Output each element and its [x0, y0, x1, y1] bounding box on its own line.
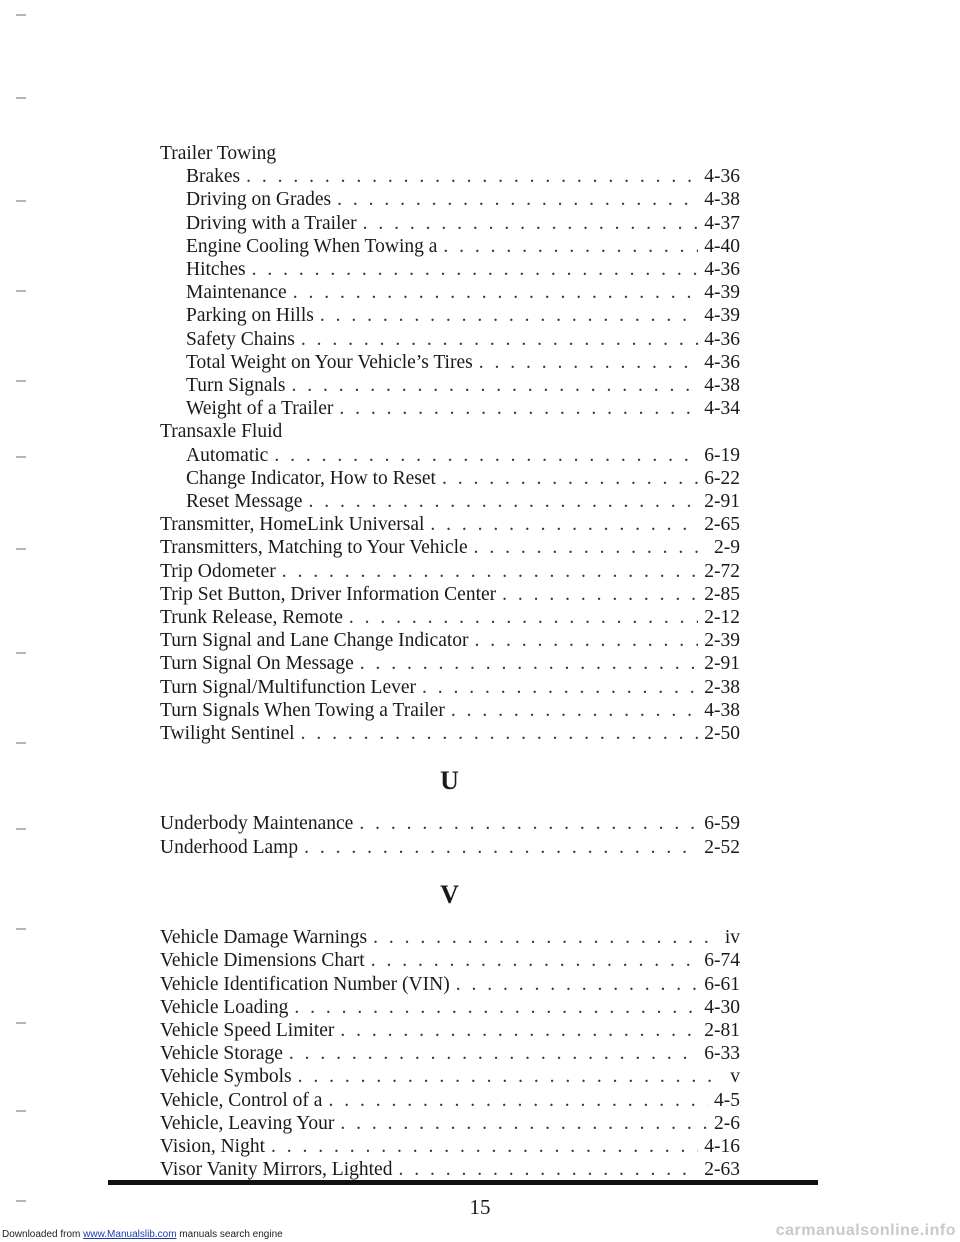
entry-label: Trip Odometer — [160, 560, 276, 582]
dot-leader — [328, 1089, 708, 1112]
entry-page: 6-22 — [704, 467, 740, 489]
entry-page: 4-36 — [704, 259, 740, 281]
index-entry — [160, 652, 740, 675]
entry-page: 2-81 — [704, 1019, 740, 1041]
entry-label: Turn Signal and Lane Change Indicator — [160, 630, 469, 652]
entry-page: 6-74 — [704, 950, 740, 972]
entry-page: 4-38 — [704, 699, 740, 721]
index-entry — [160, 188, 740, 211]
dot-leader — [301, 328, 698, 351]
entry-label: Trunk Release, Remote — [160, 607, 343, 629]
index-entry — [160, 583, 740, 606]
dot-leader — [442, 467, 698, 490]
dot-leader — [246, 165, 698, 188]
index-entry — [160, 281, 740, 304]
index-entry — [160, 444, 740, 467]
index-entry — [160, 699, 740, 722]
margin-mark — [16, 1110, 26, 1112]
entry-label: Trip Set Button, Driver Information Center — [160, 583, 497, 605]
margin-mark — [16, 548, 26, 550]
dot-leader — [340, 1112, 708, 1135]
entry-label: Visor Vanity Mirrors, Lighted — [160, 1159, 393, 1181]
entry-label: Maintenance — [186, 282, 287, 304]
entry-label: Turn Signal/Multifunction Lever — [160, 676, 417, 698]
entry-page: 4-37 — [704, 212, 740, 234]
index-entry — [160, 1112, 740, 1135]
entry-page: 6-19 — [704, 444, 740, 466]
entry-label: Vehicle Damage Warnings — [160, 927, 368, 949]
entry-label: Transmitter, HomeLink Universal — [160, 514, 425, 536]
entry-label: Transmitters, Matching to Your Vehicle — [160, 537, 468, 559]
entry-label: Vehicle, Control of a — [160, 1089, 323, 1111]
dot-leader — [398, 1158, 698, 1181]
dot-leader — [337, 188, 698, 211]
entry-page: v — [730, 1066, 740, 1088]
dot-leader — [294, 996, 698, 1019]
dot-leader — [502, 583, 698, 606]
entry-page: 2-65 — [704, 514, 740, 536]
entry-page: 4-40 — [704, 235, 740, 257]
entry-label: Vision, Night — [160, 1135, 266, 1157]
entry-label: Driving with a Trailer — [186, 212, 357, 234]
entry-label: Vehicle, Leaving Your — [160, 1112, 335, 1134]
download-footer — [2, 1229, 283, 1240]
dot-leader — [308, 490, 698, 513]
dot-leader — [474, 536, 708, 559]
entry-page: 2-63 — [704, 1159, 740, 1181]
dot-leader — [349, 606, 698, 629]
index-entry — [160, 235, 740, 258]
entry-page: 4-36 — [704, 351, 740, 373]
entry-label: Total Weight on Your Vehicle’s Tires — [186, 351, 473, 373]
margin-mark — [16, 14, 26, 16]
index-entry — [160, 812, 740, 835]
dot-leader — [456, 973, 699, 996]
entry-label: Driving on Grades — [186, 189, 332, 211]
margin-mark — [16, 456, 26, 458]
margin-mark — [16, 97, 26, 99]
dot-leader — [304, 836, 698, 859]
entry-label: Vehicle Identification Number (VIN) — [160, 973, 450, 995]
entry-page: 4-38 — [704, 189, 740, 211]
entry-page: 2-38 — [704, 676, 740, 698]
margin-mark — [16, 828, 26, 830]
entry-page: 4-16 — [704, 1135, 740, 1157]
entry-page: 2-50 — [704, 723, 740, 745]
index-entry — [160, 836, 740, 859]
entry-label: Weight of a Trailer — [186, 398, 334, 420]
dot-leader — [371, 949, 699, 972]
entry-label: Vehicle Symbols — [160, 1066, 292, 1088]
margin-mark — [16, 290, 26, 292]
footer-suffix: manuals search engine — [176, 1229, 283, 1240]
dot-leader — [443, 235, 698, 258]
entry-page: 4-34 — [704, 398, 740, 420]
dot-leader — [340, 1019, 698, 1042]
entry-label: Underbody Maintenance — [160, 813, 354, 835]
dot-leader — [479, 351, 699, 374]
entry-label: Parking on Hills — [186, 305, 314, 327]
entry-label: Automatic — [186, 444, 269, 466]
entry-label: Turn Signals When Towing a Trailer — [160, 699, 445, 721]
dot-leader — [289, 1042, 698, 1065]
entry-page: 6-59 — [704, 813, 740, 835]
entry-label: Vehicle Loading — [160, 996, 289, 1018]
dot-leader — [430, 513, 698, 536]
dot-leader — [320, 304, 698, 327]
dot-leader — [359, 812, 698, 835]
watermark: carmanualsonline.info — [775, 1222, 956, 1239]
entry-page: 2-6 — [714, 1112, 740, 1134]
section-letter-u: U — [440, 766, 460, 796]
dot-leader — [373, 926, 719, 949]
entry-label: Reset Message — [186, 491, 303, 513]
index-entry — [160, 722, 740, 745]
margin-mark — [16, 652, 26, 654]
index-entry — [160, 1042, 740, 1065]
entry-page: 2-39 — [704, 630, 740, 652]
index-entry — [160, 973, 740, 996]
entry-page: 4-30 — [704, 996, 740, 1018]
index-entry — [160, 1158, 740, 1181]
entry-label: Engine Cooling When Towing a — [186, 235, 438, 257]
manualslib-link[interactable]: www.Manualslib.com — [83, 1229, 177, 1240]
index-entry — [160, 374, 740, 397]
margin-mark — [16, 928, 26, 930]
entry-label: Twilight Sentinel — [160, 723, 295, 745]
entry-page: iv — [724, 927, 740, 949]
entry-page: 4-39 — [704, 282, 740, 304]
entry-page: 6-33 — [704, 1043, 740, 1065]
index-entry — [160, 467, 740, 490]
entry-label: Vehicle Speed Limiter — [160, 1019, 335, 1041]
margin-mark — [16, 380, 26, 382]
dot-leader — [252, 258, 699, 281]
footer-rule — [108, 1180, 818, 1185]
entry-page: 4-36 — [704, 328, 740, 350]
entry-page: 2-72 — [704, 560, 740, 582]
footer-prefix: Downloaded from — [2, 1229, 84, 1240]
entry-page: 4-38 — [704, 375, 740, 397]
entry-label: Vehicle Storage — [160, 1043, 283, 1065]
dot-leader — [422, 676, 698, 699]
entry-label: Safety Chains — [186, 328, 295, 350]
index-entry — [160, 1135, 740, 1158]
index-entry — [160, 513, 740, 536]
index-entry — [160, 212, 740, 235]
dot-leader — [339, 397, 698, 420]
dot-leader — [451, 699, 698, 722]
index-entry — [160, 165, 740, 188]
entry-page: 2-91 — [704, 653, 740, 675]
index-entry — [160, 996, 740, 1019]
entry-page: 6-61 — [704, 973, 740, 995]
dot-leader — [271, 1135, 698, 1158]
index-heading-transaxle-fluid: Transaxle Fluid — [160, 421, 283, 443]
dot-leader — [475, 629, 699, 652]
dot-leader — [360, 652, 699, 675]
entry-page: 2-52 — [704, 836, 740, 858]
index-entry — [160, 676, 740, 699]
section-letter-v: V — [440, 879, 460, 909]
index-entry — [160, 490, 740, 513]
index-entry — [160, 926, 740, 949]
entry-page: 4-5 — [714, 1089, 740, 1111]
index-entry — [160, 949, 740, 972]
index-entry — [160, 1019, 740, 1042]
entry-label: Turn Signals — [186, 375, 286, 397]
index-page — [160, 142, 740, 1181]
index-entry — [160, 351, 740, 374]
index-entry — [160, 560, 740, 583]
index-heading-trailer-towing: Trailer Towing — [160, 143, 277, 164]
index-entry — [160, 1089, 740, 1112]
index-entry — [160, 606, 740, 629]
margin-mark — [16, 1022, 26, 1024]
entry-page: 4-39 — [704, 305, 740, 327]
index-entry — [160, 397, 740, 420]
index-entry — [160, 328, 740, 351]
margin-mark — [16, 742, 26, 744]
dot-leader — [292, 374, 699, 397]
entry-label: Vehicle Dimensions Chart — [160, 950, 365, 972]
entry-page: 2-12 — [704, 607, 740, 629]
index-entry — [160, 629, 740, 652]
entry-label: Turn Signal On Message — [160, 653, 354, 675]
page-number: 15 — [469, 1195, 491, 1219]
index-entry — [160, 304, 740, 327]
entry-page: 2-9 — [714, 537, 740, 559]
index-entry — [160, 536, 740, 559]
dot-leader — [363, 212, 699, 235]
entry-label: Change Indicator, How to Reset — [186, 467, 436, 489]
dot-leader — [293, 281, 699, 304]
dot-leader — [282, 560, 699, 583]
entry-page: 4-36 — [704, 166, 740, 188]
entry-page: 2-91 — [704, 491, 740, 513]
index-entry — [160, 258, 740, 281]
dot-leader — [298, 1065, 725, 1088]
entry-page: 2-85 — [704, 583, 740, 605]
dot-leader — [274, 444, 698, 467]
entry-label: Underhood Lamp — [160, 836, 299, 858]
entry-label: Brakes — [186, 166, 241, 188]
index-entry — [160, 1065, 740, 1088]
entry-label: Hitches — [186, 259, 246, 281]
dot-leader — [301, 722, 699, 745]
margin-mark — [16, 200, 26, 202]
